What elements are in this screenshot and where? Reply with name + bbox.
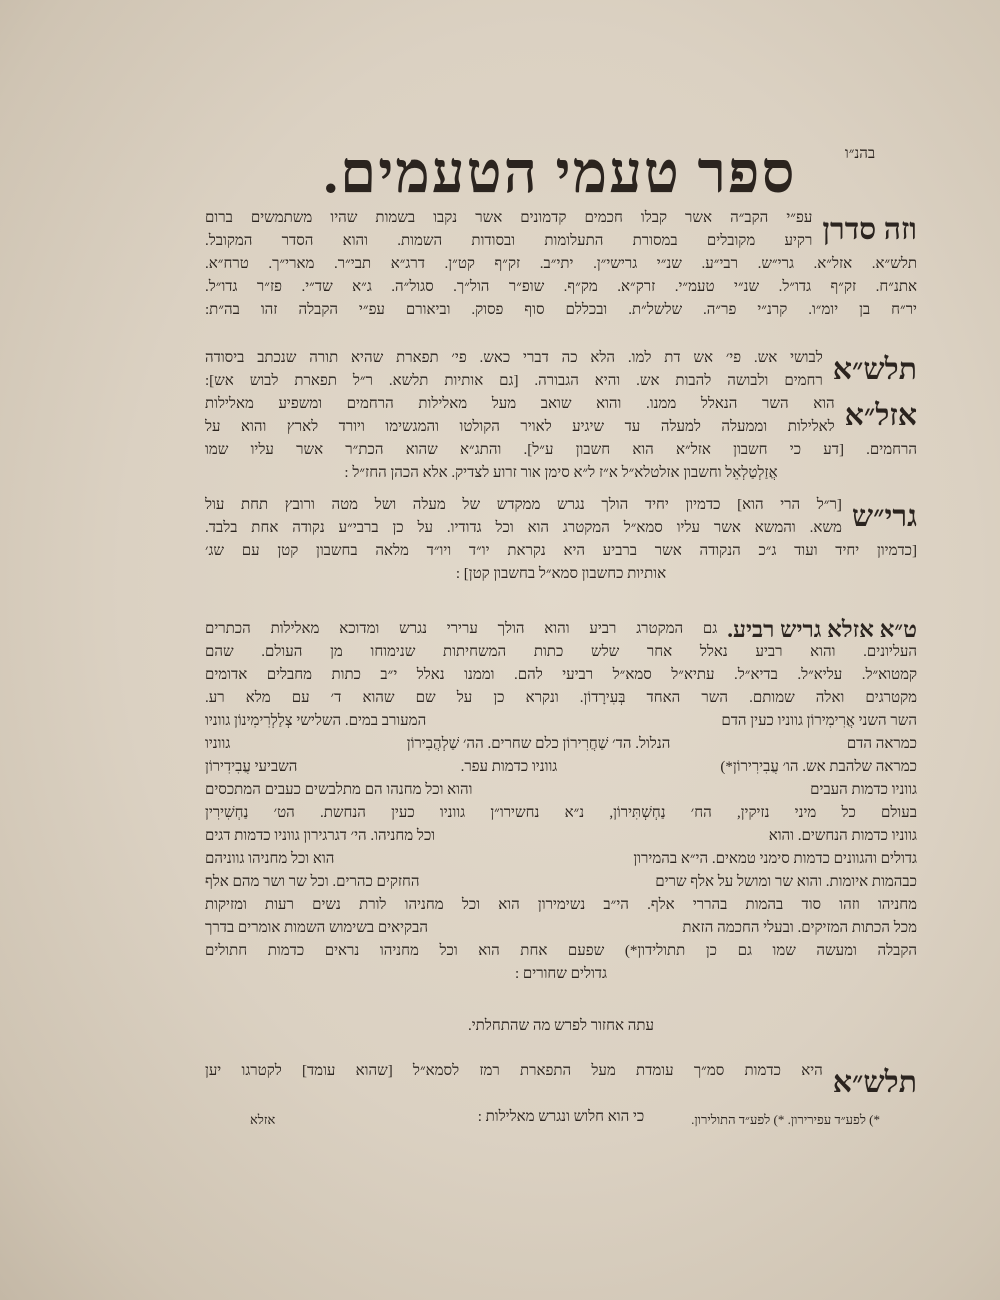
section-azla-geresh-revia [205,618,917,986]
text-line [205,756,917,779]
section-geresh [205,494,917,586]
text-segment: כבהמות איומות. והוא שר ומושל על אלף שרים [655,874,917,890]
text-segment: לאלילות וממעלה למעלה עד שיגיע לאויר הקולטו והמגשימו ויורד לארץ והוא על [205,419,835,435]
text-segment: משא. והמשא אשר עליו סמא״ל המקטרג הוא וכל גדודיו. על כן ברבי״ע נקודה אחת בלבד. [205,520,842,536]
section-lead-word: תלש״א [832,353,917,386]
text-segment: כמראה הדם [846,736,917,752]
text-segment: המעורב במים. השלישי צְלַלְרִימִינוֹן גווניו [205,713,427,729]
text-line [205,641,917,664]
text-segment: יר״ח בן יומ״ו. קרנ״י פר״ה. שלשל״ת. ובכללם סוף פסוק. וביאורם עפ״י הקבלה זהו בה״ת: [205,302,917,318]
text-segment: [ר״ל הרי הוא] כדמיון יחיד הולך נגרש ממקדש של מעלה ושל מטה ורובץ תחת עול [205,497,842,513]
text-line [205,253,917,276]
text-line [205,779,917,802]
text-segment: והוא וכל מחנהו הם מתלבשים כעבים המתכסים [205,782,473,798]
text-line [205,710,917,733]
page-title: ספר טעמי הטעמים. [323,140,797,205]
text-line [205,299,917,322]
section-telisha [205,347,917,393]
text-segment: הרחמים. [דע כי חשבון אזל״א הוא חשבון ע״ל]. והתג״א שהוא הכת״ר אשר עליו שמו [205,442,917,458]
text-line [205,540,917,563]
section-lead-word: ט״א אזלא גריש רביע. [727,617,917,642]
text-segment: גווניו כדמות עפר. [460,759,558,775]
section-azla [205,393,917,485]
section-intro [205,207,917,322]
closing-line: גדולים שחורים : [515,966,607,982]
catchword: אזלא [250,1112,276,1127]
text-segment: מחניהו וזהו סוד בהמות בהררי אלף. הי״ב נשימירון הוא וכל מחניהו לורת נשים רעות ומזיקות [205,897,917,913]
section-lead-word: וזה סדרן [822,213,917,246]
text-line [205,347,823,370]
text-segment: רקיע מקובלים במסורת התעלומות ובסודות השמות. והוא הסדר המקובל. [205,233,813,249]
section-lead-word: תלש״א [832,1066,917,1099]
text-line [205,416,835,439]
text-segment: תלש״א. אזל״א. גרי״ש. רבי״ע. שנ״י גרישי״ן. יתי״ב. זק״ף קט״ן. דרג״א תבי״ר. מארי״ך. טרח״א. [205,256,917,272]
text-line [205,618,717,641]
text-segment: [כדמיון יחיד ועוד ג״כ הנקודה אשר ברביע היא נקראת יו״ד ויו״ד מלאה בחשבון קטן עם שג׳ [205,543,917,559]
text-line [205,276,917,299]
text-segment: גם המקטרג רביע והוא הולך ערירי נגרש ומדוכא מאלילות הכתרים [205,621,718,637]
text-segment: אתנ״ח. זק״ף גדו״ל. שנ״י טעמ״י. זרק״א. מק״ף. שופ״ר הול״ך. סגול״ה. ג״א שד״י. פז״ר גדו״ל. [205,279,917,295]
text-line [205,230,812,253]
header-mark: בהנ״ו [844,146,876,162]
section-lead-word: אזל״א [844,399,917,432]
text-segment: וכל מחניהו. הי׳ דגרגירון גווניו כדמות דגים [205,828,436,844]
text-line [205,802,917,825]
closing-line: אֲזַלְטַלְאֵל וחשבון אזלטלא״ל א״ז ל״א סימן אור זרוע לצדיק. אלא הכהן החז״ל : [344,465,778,481]
text-segment: השביעי עֲבִידִירוֹן [205,759,298,775]
text-line [205,687,917,710]
text-segment: העליונים. והוא רביע נאלל אחר שלש כתות המשחיתות שנימוחו מן העולם. שהם [205,644,917,660]
text-line [205,917,917,940]
resume-line: עתה אחזור לפרש מה שהתחלתי. [467,1018,655,1034]
text-segment: גווניו כדמות העבים [810,782,917,798]
text-segment: הנלול. הד׳ שַׁחֲרִירוֹן כלם שחרים. הה׳ שַׁלְהֲבִירוֹן [406,736,671,752]
text-segment: גווניו כדמות הנחשים. והוא [768,828,917,844]
text-line [205,825,917,848]
text-line [205,439,917,462]
text-segment: גווניו [205,736,231,752]
text-segment: הבקיאים בשימוש השמות אומרים בדרך [205,920,428,936]
text-segment: מקטרגים ואלה שמותם. השר האחד בְּעִירָדוֹן. ונקרא כן על שם שהוא ד׳ עם מלא רע. [205,690,917,706]
closing-line: כי הוא חלוש ונגרש מאלילות : [477,1109,645,1125]
text-line [205,207,812,230]
footer [250,1112,880,1128]
text-line [205,848,917,871]
text-segment: החזקים כהרים. וכל שר ושר מהם אלף [205,874,420,890]
text-segment: הוא השר הנאלל ממנו. והוא שואב מעל מאלילות הרחמים ומשפיע מאלילות [205,396,835,412]
text-segment: גדולים והגוונים כדמות סימני טמאים. הי״א בהמירון [633,851,917,867]
text-segment: עפ״י הקב״ה אשר קבלו חכמים קדמונים אשר נקבו בשמות שהיו משתמשים ברום [205,210,813,226]
text-segment: מכל הכתות המזיקים. ובעלי החכמה הזאת [682,920,917,936]
text-line [205,1060,823,1083]
text-segment: הקבלה ומעשה שמו גם כן תתולידון*) שפעם אחת הוא וכל מחניהו נראים כדמות חתולים [205,943,917,959]
closing-line: אותיות כחשבון סמא״ל בחשבון קטן] : [455,566,667,582]
text-segment: לבושי אש. פי׳ אש דת למו. הלא כה דברי כאש. פי׳ תפארת שהיא תורה שנכתב ביסודה [205,350,823,366]
text-line [205,733,917,756]
text-segment: היא כדמות סמ״ך עומדת מעל התפארת רמז לסמא״ל [שהוא עומד] לקטרגו יען [205,1063,823,1079]
text-segment: השר השני אֲרִימִירוֹן גווניו כעין הדם [721,713,917,729]
text-line [205,517,842,540]
text-line [205,370,823,393]
text-line [205,393,835,416]
section-lead-word: גרי״ש [851,500,917,533]
text-segment: בעולם כל מיני נזיקין, הח׳ נַחְשְׁתִּירוֹן, נ״א נחשירו״ן גווניו כעין הנחשת. הט׳ נַחְשִׁירִין [205,805,917,821]
text-segment: קמטוא״ל. עליא״ל. בדיא״ל. עתיא״ל סמא״ל רביעי להם. וממנו נאלל י״ב כתות מחבלים אדומים [205,667,917,683]
text-segment: כמראה שלהבת אש. הו׳ עֲבִירִירוֹן*) [720,759,917,775]
text-line [205,894,917,917]
text-line [205,871,917,894]
text-line [205,664,917,687]
text-line [205,940,917,963]
text-segment: רחמים ולבושה להבות אש. והיא הגבורה. [גם אותיות תלשא. ר״ל תפארת לבוש אש]: [205,373,823,389]
footnotes: *) לפע״ד עפירירון. *) לפע״ד התולירון. [691,1112,880,1127]
text-segment: הוא וכל מחניהו גווניהם [205,851,335,867]
text-line [205,494,842,517]
